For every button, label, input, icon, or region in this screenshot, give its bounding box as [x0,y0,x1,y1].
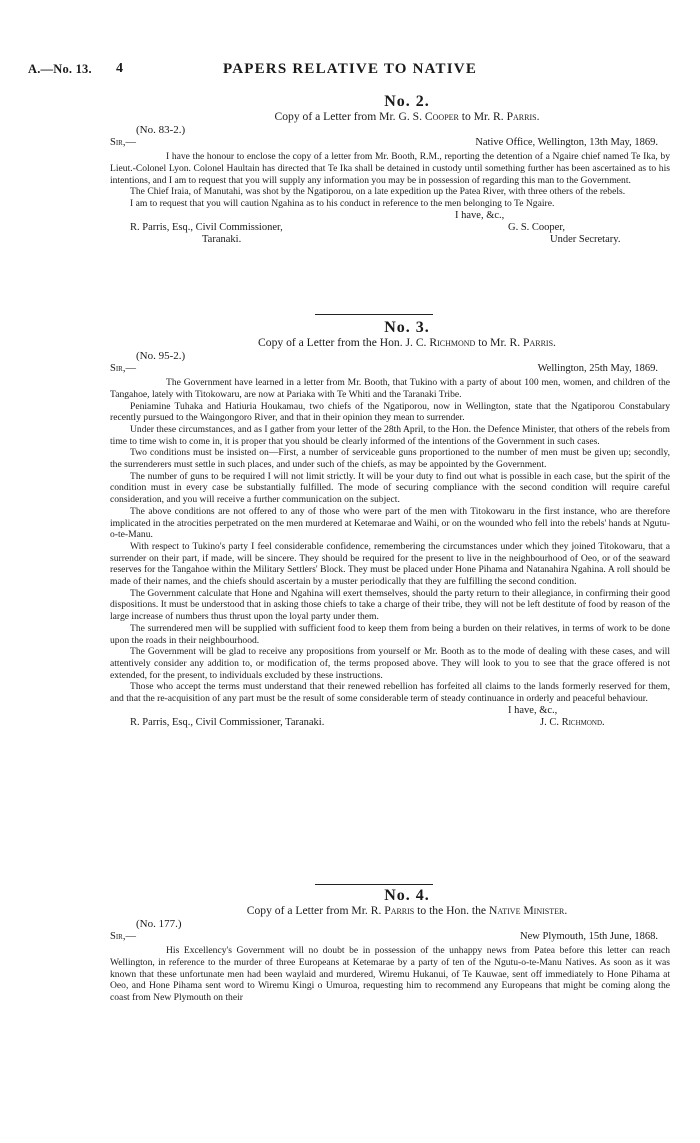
caption-sender: Cooper [424,109,459,123]
letter-ref-number: (No. 95-2.) [136,350,186,363]
paragraph: The Chief Iraia, of Manutahi, was shot by the Ngatiporou, on a late expedition up the Patea River, with three others of the rebels. [130,186,626,198]
caption-text: Copy of a Letter from the Hon. J. C. [258,335,427,349]
letter-ref-number: (No. 177.) [136,918,182,931]
caption-text: to Mr. R. [478,335,521,349]
letter-date: Native Office, Wellington, 13th May, 1869. [475,137,658,149]
letter-number: No. 2. [384,93,430,110]
paragraph: With respect to Tukino's party I feel considerable confidence, remembering the circumstances under which they joined Titokowaru, that a surrender on their part, if made, will be sincere. They should be required for the present to live in the neighbourhood of Oeo, or of the seaward reserves for the Tangahoe within the Military Settlers' Block. They must be placed under Hone Pihama and Natanahira Ngahina. A roll should be made of their names, and the chiefs should ascertain by a muster periodically that they are fulfilling the second condition. [110,540,670,588]
caption-text: Copy of a Letter from Mr. R. [246,903,382,917]
paragraph: Peniamine Tuhaka and Hatiuria Houkamau, two chiefs of the Ngatiporou, now in Wellington, state that the Ngatiporou Constabulary recently pursued to the Waingongoro River, and that in their opinion they mean to surrender. [110,400,670,424]
salutation: Sir,— [110,137,136,149]
caption-sender: Parris [384,903,415,917]
letter-caption [110,111,670,123]
divider [315,314,433,315]
letter-ref-number: (No. 83-2.) [136,124,186,137]
divider [315,884,433,885]
dateline [110,363,670,376]
paper-reference: A.—No. 13. [28,62,92,76]
caption-text: to the Hon. the [417,903,487,917]
caption-text: to Mr. R. [461,109,504,123]
paragraph: I have the honour to enclose the copy of a letter from Mr. Booth, R.M., reporting the detention of a Ngaire chief named Te Ika, by Lieut.-Colonel Lyon. Colonel Haultain has directed that Te Ika shall be detained in custody until something further has been ascertained as to his intentions, and I am to request that you will supply any information you may be in possession of regarding this man to the Government. [110,151,670,186]
addressee: R. Parris, Esq., Civil Commissioner, Taranaki. [130,716,325,728]
paragraph: The surrendered men will be supplied with sufficient food to keep them from being a burden on their relatives, in terms of work to be done upon the roads in their neighbourhood. [110,622,670,646]
paragraph: His Excellency's Government will no doubt be in possession of the unhappy news from Patea before this letter can reach Wellington, in reference to the murder of three Europeans at Ketemarae by a party of ten of the Ngutu-o-te-Manu Natives. As soon as it was known that these unfortunate men had been waylaid and murdered, Wiremu Hukanui, of Te Kauwae, sent off immediately to Hone Pihama at Oeo, and Hone Pihama sent word to Wiremu Kingi o Umuroa, requesting him to recommend any Europeans that might be coming along the coast from New Plymouth on their [110,945,670,1003]
caption-sender: Richmond [429,335,476,349]
letter-no-2 [110,93,670,250]
paragraph: The number of guns to be required I will not limit strictly. It will be your duty to find out what is possible in each case, but the spirit of the condition must in every case be substantially fulfilled. The mode of securing compliance with the second condition will require careful consideration, and you will receive a further communication on the subject. [110,470,670,506]
salutation: Sir,— [110,363,136,375]
letter-number: No. 4. [384,887,430,904]
page-number: 4 [116,61,123,76]
letter-date: Wellington, 25th May, 1869. [537,363,658,375]
signer: J. C. Richmond. [540,716,605,728]
dateline [110,137,670,150]
paragraph: The Government will be glad to receive any propositions from yourself or Mr. Booth as to the mode of dealing with these cases, and will attentively consider any addition to, or modification of, the terms proposed above. They will look to you to see that the grace offered is not extended, for the present, to individuals excluded by these instructions. [110,646,670,681]
caption-recipient: Parris. [523,335,556,349]
page-title: PAPERS RELATIVE TO NATIVE [222,61,478,77]
paragraph: The Government calculate that Hone and Ngahina will exert themselves, should the party return to their allegiance, in confirming their good dispositions. It must be understood that in asking those chiefs to take a charge of their tribe, they will not be left destitute of food by reason of the large increase of numbers thus thrust upon the loyal party under them. [110,587,670,623]
letter-caption [110,905,670,917]
signer-title: Under Secretary. [550,233,621,245]
paragraph: The above conditions are not offered to any of those who were part of the men with Titokowaru in the first instance, who are therefore implicated in the atrocities perpetrated on the men murdered at Ketemarae and Waihi, or on the wounded who fell into the rebels' hands at Ngutu-o-te-Manu. [110,505,670,541]
caption-text: Copy of a Letter from Mr. G. S. [274,109,422,123]
letter-date: New Plymouth, 15th June, 1868. [520,931,658,943]
signature-block [110,705,670,731]
paragraph: The Government have learned in a letter from Mr. Booth, that Tukino with a party of about 100 men, women, and children of the Tangahoe, lately with Titokowaru, are now at Pariaka with Te Whiti and the Taranaki Tribe. [110,377,670,400]
signature-block [110,210,670,250]
closing: I have, &c., [455,209,505,221]
letter-no-3 [110,319,670,731]
paragraph: Two conditions must be insisted on—First, a number of serviceable guns proportioned to the number of men must be given up; secondly, the surrenderers must settle in such places, and under such of the chiefs, as may be appointed by the Government. [110,447,670,471]
letter-number: No. 3. [384,319,430,336]
paragraph: I am to request that you will caution Ngahina as to his conduct in reference to the men belonging to Te Ngaire. [130,197,555,209]
signer: G. S. Cooper, [508,221,566,233]
addressee-place: Taranaki. [202,233,242,245]
caption-recipient: Parris. [506,109,540,123]
paragraph: Those who accept the terms must understand that their renewed rebellion has forfeited all claims to the lands formerly reserved for them, and that the re-acquisition of any part must be the result of some considerable term of steady continuance in orderly and peaceful behaviour. [110,681,670,705]
salutation: Sir,— [110,931,136,943]
caption-recipient: Native Minister. [488,903,568,917]
closing: I have, &c., [508,704,558,716]
running-header [28,62,672,82]
paragraph: Under these circumstances, and as I gather from your letter of the 28th April, to the Hon. the Defence Minister, that others of the rebels from time to time wish to come in, it is proper that you should be clearly informed of the intentions of the Government in such cases. [110,423,670,447]
letter-caption [110,337,670,349]
addressee: R. Parris, Esq., Civil Commissioner, [130,221,283,233]
letter-no-4 [110,887,670,1004]
dateline [110,931,670,944]
